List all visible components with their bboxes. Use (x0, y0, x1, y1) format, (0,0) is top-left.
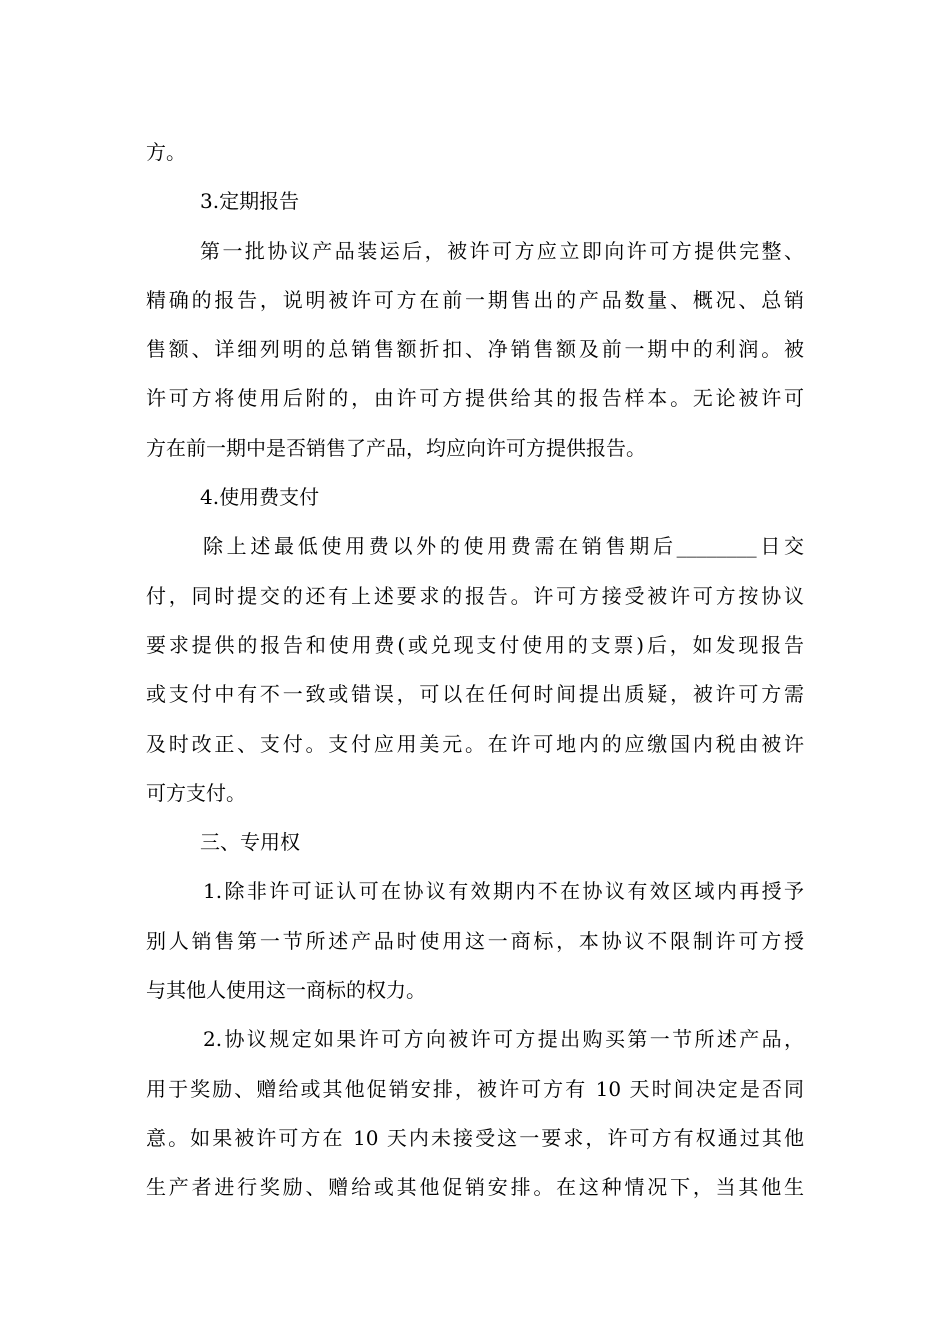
text-line: 精确的报告，说明被许可方在前一期售出的产品数量、概况、总销 (146, 287, 804, 312)
text-line: 除上述最低使用费以外的使用费需在销售期后________日交 (203, 534, 804, 559)
text-line: 售额、详细列明的总销售额折扣、净销售额及前一期中的利润。被 (146, 337, 804, 362)
text-line: 付，同时提交的还有上述要求的报告。许可方接受被许可方按协议 (146, 583, 804, 608)
section-heading-exclusive-rights: 三、专用权 (200, 830, 300, 855)
text-line: 意。如果被许可方在 10 天内未接受这一要求，许可方有权通过其他 (146, 1125, 804, 1150)
text-line: 与其他人使用这一商标的权力。 (146, 978, 426, 1003)
section-heading-periodic-report: 3.定期报告 (200, 189, 300, 214)
text-line: 别人销售第一节所述产品时使用这一商标，本协议不限制许可方授 (146, 928, 804, 953)
text-line: 要求提供的报告和使用费(或兑现支付使用的支票)后，如发现报告 (146, 632, 804, 657)
text-line: 生产者进行奖励、赠给或其他促销安排。在这种情况下，当其他生 (146, 1175, 804, 1200)
text-line: 方。 (146, 140, 186, 164)
section-heading-royalty-payment: 4.使用费支付 (200, 485, 320, 510)
text-line: 2.协议规定如果许可方向被许可方提出购买第一节所述产品， (203, 1027, 804, 1052)
text-line: 用于奖励、赠给或其他促销安排，被许可方有 10 天时间决定是否同 (146, 1076, 804, 1101)
text-line: 许可方将使用后附的，由许可方提供给其的报告样本。无论被许可 (146, 386, 804, 411)
text-line: 及时改正、支付。支付应用美元。在许可地内的应缴国内税由被许 (146, 731, 804, 756)
text-line: 方在前一期中是否销售了产品，均应向许可方提供报告。 (146, 435, 646, 460)
document-body (146, 128, 804, 1213)
text-line: 第一批协议产品装运后，被许可方应立即向许可方提供完整、 (200, 238, 804, 263)
text-line: 或支付中有不一致或错误，可以在任何时间提出质疑，被许可方需 (146, 682, 804, 707)
text-line: 可方支付。 (146, 780, 246, 805)
text-line: 1.除非许可证认可在协议有效期内不在协议有效区域内再授予 (203, 879, 804, 904)
